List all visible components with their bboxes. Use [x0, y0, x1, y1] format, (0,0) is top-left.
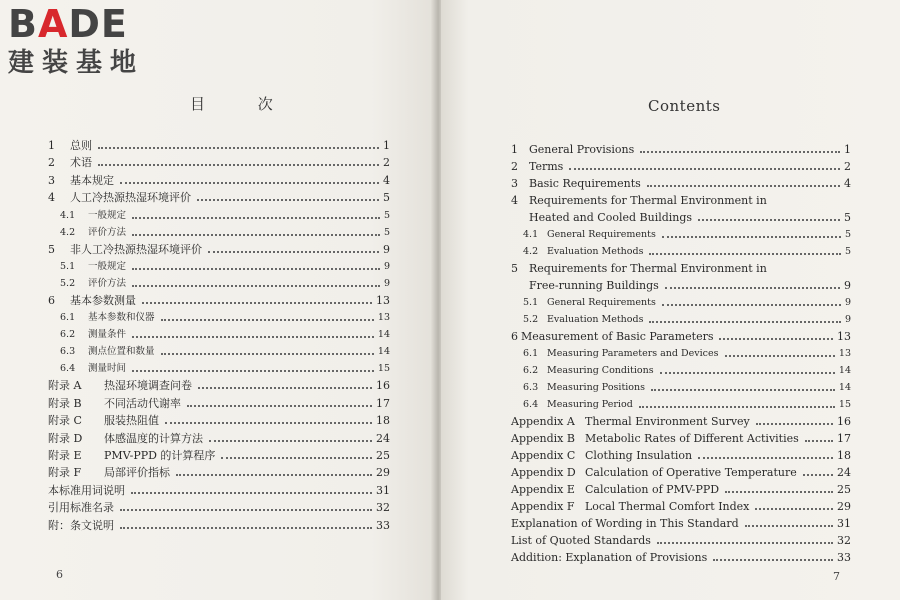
toc-leader-dots — [662, 304, 841, 306]
toc-entry-title-continued: Free-running Buildings — [529, 279, 659, 292]
toc-entry-page: 14 — [838, 365, 851, 376]
toc-entry-page: 15 — [377, 363, 390, 375]
toc-entry-number: 4 — [511, 194, 518, 207]
toc-entry-page: 31 — [376, 483, 390, 497]
toc-entry — [523, 397, 851, 412]
page-number-right: 7 — [833, 570, 840, 583]
toc-entry-title: 服装热阻值 — [104, 414, 159, 428]
toc-entry-title: 术语 — [70, 156, 92, 170]
toc-entry-page: 9 — [844, 297, 851, 308]
toc-entry — [523, 346, 851, 361]
toc-entry-number: 5.1 — [60, 261, 76, 272]
toc-leader-dots — [176, 474, 372, 476]
toc-leader-dots — [132, 217, 380, 219]
toc-leader-dots — [98, 147, 379, 149]
toc-entry — [60, 327, 390, 342]
toc-entry-page: 2 — [383, 156, 390, 170]
toc-entry-page: 5 — [383, 209, 390, 221]
toc-entry-number: 1 — [48, 139, 55, 152]
toc-entry-title: 体感温度的计算方法 — [104, 431, 203, 445]
toc-entry-page: 13 — [376, 294, 390, 307]
toc-entry-number: 4.2 — [60, 226, 76, 238]
toc-entry-title: 附：条文说明 — [48, 518, 114, 532]
toc-entry — [48, 155, 390, 170]
toc-entry — [48, 138, 390, 153]
toc-entry-page: 2 — [844, 160, 851, 173]
toc-entry — [523, 295, 851, 310]
page-title-en: Contents — [648, 97, 721, 115]
toc-leader-dots — [197, 199, 379, 201]
toc-leader-dots — [120, 509, 372, 511]
toc-entry-title: 一般规定 — [88, 261, 127, 272]
toc-leader-dots — [132, 370, 374, 372]
toc-entry — [511, 329, 851, 344]
toc-entry-number: 5.1 — [523, 297, 539, 308]
toc-entry-page: 13 — [377, 312, 390, 324]
toc-entry-number: 附录 E — [48, 449, 82, 462]
toc-entry-title: Basic Requirements — [529, 177, 641, 190]
toc-entry-page: 14 — [377, 346, 390, 358]
toc-entry-title: Measuring Period — [547, 399, 633, 410]
toc-entry — [511, 431, 851, 446]
toc-entry-title: 测量条件 — [88, 329, 127, 341]
toc-entry-page: 1 — [383, 139, 390, 152]
toc-entry-title: 不同活动代谢率 — [104, 396, 181, 410]
toc-entry-page: 4 — [844, 177, 851, 190]
toc-leader-dots — [120, 182, 379, 184]
toc-entry-title: 基本参数和仪器 — [88, 312, 155, 324]
toc-leader-dots — [662, 236, 841, 238]
toc-leader-dots — [208, 251, 379, 253]
toc-leader-dots — [640, 151, 840, 153]
toc-entry — [511, 142, 851, 157]
toc-entry — [48, 448, 390, 463]
toc-entry-page: 13 — [837, 330, 851, 343]
toc-entry-heading — [511, 193, 767, 208]
toc-leader-dots — [651, 389, 835, 391]
toc-entry-page: 16 — [837, 415, 851, 428]
toc-entry-number: 5.2 — [523, 314, 539, 325]
toc-entry-title: 局部评价指标 — [104, 466, 170, 480]
toc-entry-number: Appendix C — [511, 449, 576, 462]
toc-entry — [511, 159, 851, 174]
toc-entry — [48, 293, 390, 308]
toc-entry-number: 附录 A — [48, 379, 82, 393]
toc-entry-number: 2 — [511, 160, 518, 173]
toc-entry-title: 评价方法 — [88, 278, 127, 289]
toc-entry — [60, 344, 390, 359]
toc-entry-page: 5 — [844, 229, 851, 240]
toc-entry-number: 附录 B — [48, 396, 82, 410]
toc-entry — [523, 244, 851, 259]
toc-leader-dots — [698, 457, 833, 459]
toc-entry-page: 15 — [838, 399, 851, 410]
toc-entry-page: 9 — [383, 278, 390, 289]
toc-entry-page: 17 — [837, 432, 851, 445]
toc-entry-page: 9 — [844, 279, 851, 292]
toc-entry-title: 引用标准名录 — [48, 501, 114, 515]
toc-leader-dots — [665, 287, 840, 289]
toc-entry — [511, 465, 851, 480]
toc-entry-title: Clothing Insulation — [585, 449, 693, 462]
toc-leader-dots — [649, 321, 840, 323]
toc-entry-number: 4 — [48, 191, 55, 205]
toc-leader-dots — [187, 405, 372, 407]
toc-entry-number: Appendix B — [511, 432, 575, 445]
toc-entry — [48, 483, 390, 498]
toc-entry — [48, 431, 390, 446]
toc-entry-number: 4.1 — [60, 209, 76, 221]
toc-entry — [60, 208, 390, 223]
toc-entry — [511, 176, 851, 191]
toc-leader-dots — [132, 268, 380, 270]
toc-leader-dots — [649, 253, 840, 255]
toc-entry-number: 附录 D — [48, 431, 83, 445]
toc-entry-number: 4.1 — [523, 229, 539, 240]
toc-entry-title: Thermal Environment Survey — [585, 415, 750, 428]
toc-entry-number: 6.2 — [523, 365, 539, 376]
toc-entry-title: Metabolic Rates of Different Activities — [585, 432, 799, 445]
toc-entry-page: 25 — [376, 449, 390, 462]
toc-leader-dots — [725, 355, 835, 357]
toc-entry-page: 31 — [837, 517, 851, 530]
toc-entry — [511, 550, 851, 565]
toc-entry — [48, 518, 390, 533]
toc-entry-number: 4.2 — [523, 246, 539, 257]
toc-entry-page: 5 — [844, 211, 851, 224]
toc-entry-title: 基本规定 — [70, 173, 114, 187]
toc-entry — [48, 378, 390, 393]
toc-leader-dots — [161, 319, 374, 321]
toc-entry-number: 6.2 — [60, 329, 76, 341]
toc-entry — [523, 227, 851, 242]
toc-entry-number: 6.3 — [60, 346, 76, 358]
toc-entry — [48, 413, 390, 428]
toc-entry-title: Evaluation Methods — [547, 314, 644, 325]
toc-entry-title: General Requirements — [547, 229, 656, 240]
toc-entry-title: Calculation of PMV-PPD — [585, 483, 720, 496]
toc-entry — [60, 310, 390, 325]
toc-leader-dots — [639, 406, 835, 408]
logo-subtitle: 建装基地 — [8, 48, 145, 78]
toc-leader-dots — [165, 422, 372, 424]
toc-entry-number: 6.1 — [60, 312, 76, 324]
toc-entry-number: 1 — [511, 143, 518, 156]
toc-leader-dots — [131, 492, 372, 494]
toc-leader-dots — [120, 527, 372, 529]
toc-entry-title: 评价方法 — [88, 226, 127, 238]
toc-leader-dots — [221, 457, 372, 459]
toc-entry-page: 17 — [376, 396, 390, 410]
toc-entry-page: 18 — [837, 449, 851, 462]
toc-entry — [48, 465, 390, 480]
toc-entry — [511, 499, 851, 514]
toc-entry-number: 3 — [48, 173, 55, 187]
toc-entry-number: 2 — [48, 156, 55, 170]
toc-entry — [60, 276, 390, 291]
toc-entry — [523, 363, 851, 378]
toc-entry-page: 33 — [376, 518, 390, 532]
page-number-left: 6 — [56, 568, 63, 581]
toc-entry-title: 测量时间 — [88, 363, 127, 375]
toc-entry — [60, 225, 390, 240]
toc-leader-dots — [719, 338, 833, 340]
toc-entry — [48, 396, 390, 411]
toc-entry-title: Measuring Parameters and Devices — [547, 348, 719, 359]
toc-entry — [511, 482, 851, 497]
toc-entry-number: 6.1 — [523, 348, 539, 359]
left-page — [0, 0, 437, 600]
toc-leader-dots — [657, 542, 833, 544]
toc-leader-dots — [755, 508, 833, 510]
toc-entry-title: 总则 — [70, 139, 92, 152]
toc-entry-title-continued: Heated and Cooled Buildings — [529, 211, 693, 224]
toc-entry-number: Appendix A — [511, 415, 575, 428]
toc-leader-dots — [98, 164, 379, 166]
toc-entry-page: 1 — [844, 143, 851, 156]
toc-entry-number: 6.3 — [523, 382, 539, 393]
toc-entry — [60, 361, 390, 376]
toc-entry-number: Appendix F — [511, 500, 575, 513]
toc-entry — [529, 210, 851, 225]
toc-entry-page: 29 — [837, 500, 851, 513]
toc-entry-page: 32 — [837, 534, 851, 547]
logo — [8, 4, 144, 78]
toc-leader-dots — [803, 474, 833, 476]
toc-entry-page: 4 — [383, 173, 390, 187]
toc-entry — [523, 380, 851, 395]
toc-entry-title: Measurement of Basic Parameters — [521, 330, 714, 343]
toc-leader-dots — [713, 559, 833, 561]
toc-entry — [48, 190, 390, 205]
toc-leader-dots — [209, 440, 372, 442]
toc-leader-dots — [756, 423, 833, 425]
toc-entry — [511, 448, 851, 463]
toc-entry-page: 24 — [376, 431, 390, 445]
toc-entry-title: Explanation of Wording in This Standard — [511, 517, 739, 530]
toc-leader-dots — [569, 168, 840, 170]
toc-entry-page: 16 — [376, 379, 390, 393]
toc-entry-page: 29 — [376, 466, 390, 480]
toc-entry-number: Appendix D — [511, 466, 576, 479]
toc-entry-title: Local Thermal Comfort Index — [585, 500, 750, 513]
toc-entry-title: 非人工冷热源热湿环境评价 — [70, 242, 202, 256]
toc-entry-title: Requirements for Thermal Environment in — [529, 262, 767, 275]
toc-entry-title: 热湿环境调查问卷 — [104, 379, 192, 393]
toc-entry-page: 5 — [383, 191, 390, 205]
toc-entry — [511, 533, 851, 548]
toc-leader-dots — [725, 491, 833, 493]
toc-entry — [511, 516, 851, 531]
toc-leader-dots — [198, 387, 372, 389]
toc-entry-number: 5.2 — [60, 278, 76, 289]
toc-entry-number: Appendix E — [511, 483, 575, 496]
toc-entry-page: 32 — [376, 501, 390, 515]
toc-leader-dots — [132, 234, 380, 236]
toc-entry-page: 14 — [377, 329, 390, 341]
toc-entry — [48, 173, 390, 188]
toc-entry-number: 附录 F — [48, 466, 82, 480]
toc-entry-page: 5 — [383, 226, 390, 238]
toc-entry — [511, 414, 851, 429]
toc-entry — [523, 312, 851, 327]
toc-entry-number: 5 — [511, 262, 518, 275]
toc-entry — [48, 500, 390, 515]
toc-entry-heading — [511, 261, 767, 276]
toc-entry-title: 基本参数测量 — [70, 294, 136, 307]
toc-entry-page: 18 — [376, 414, 390, 428]
page-title-cn: 目 次 — [190, 95, 297, 113]
toc-leader-dots — [132, 336, 374, 338]
toc-entry-page: 9 — [383, 261, 390, 272]
toc-leader-dots — [142, 302, 372, 304]
toc-entry-number: 附录 C — [48, 414, 82, 428]
toc-leader-dots — [805, 440, 833, 442]
toc-entry — [529, 278, 851, 293]
right-page — [441, 0, 900, 600]
toc-entry-title: Evaluation Methods — [547, 246, 644, 257]
toc-entry-number: 3 — [511, 177, 518, 190]
toc-entry-title: Measuring Conditions — [547, 365, 654, 376]
toc-entry-page: 33 — [837, 551, 851, 564]
toc-entry-page: 9 — [383, 242, 390, 256]
toc-entry-title: Measuring Positions — [547, 382, 646, 393]
toc-entry-title: 本标准用词说明 — [48, 483, 125, 497]
toc-entry-number: 6.4 — [523, 399, 539, 410]
toc-entry-page: 14 — [838, 382, 851, 393]
toc-leader-dots — [161, 353, 374, 355]
logo-wordmark: BADE — [8, 2, 128, 46]
toc-entry-title: 人工冷热源热湿环境评价 — [70, 191, 191, 205]
toc-entry-number: 5 — [48, 242, 55, 256]
toc-entry — [60, 259, 390, 274]
toc-entry-title: Terms — [529, 160, 564, 173]
toc-entry-title: Requirements for Thermal Environment in — [529, 194, 767, 207]
toc-entry-title: Calculation of Operative Temperature — [585, 466, 797, 479]
toc-entry-number: 6.4 — [60, 363, 76, 375]
toc-entry-title: General Provisions — [529, 143, 635, 156]
toc-entry-number: 6 — [511, 330, 518, 343]
toc-leader-dots — [647, 185, 840, 187]
toc-entry-title: 一般规定 — [88, 209, 127, 221]
toc-entry-page: 25 — [837, 483, 851, 496]
toc-entry-page: 9 — [844, 314, 851, 325]
toc-entry-number: 6 — [48, 294, 55, 307]
toc-leader-dots — [745, 525, 833, 527]
toc-entry — [48, 242, 390, 257]
toc-entry-title: PMV-PPD 的计算程序 — [104, 449, 216, 462]
toc-entry-page: 5 — [844, 246, 851, 257]
toc-entry-title: 测点位置和数量 — [88, 346, 155, 358]
toc-leader-dots — [132, 285, 380, 287]
toc-entry-title: General Requirements — [547, 297, 656, 308]
toc-entry-page: 24 — [837, 466, 851, 479]
toc-entry-title: List of Quoted Standards — [511, 534, 651, 547]
toc-entry-page: 13 — [838, 348, 851, 359]
toc-leader-dots — [698, 219, 840, 221]
toc-entry-title: Addition: Explanation of Provisions — [511, 551, 708, 564]
toc-leader-dots — [660, 372, 835, 374]
